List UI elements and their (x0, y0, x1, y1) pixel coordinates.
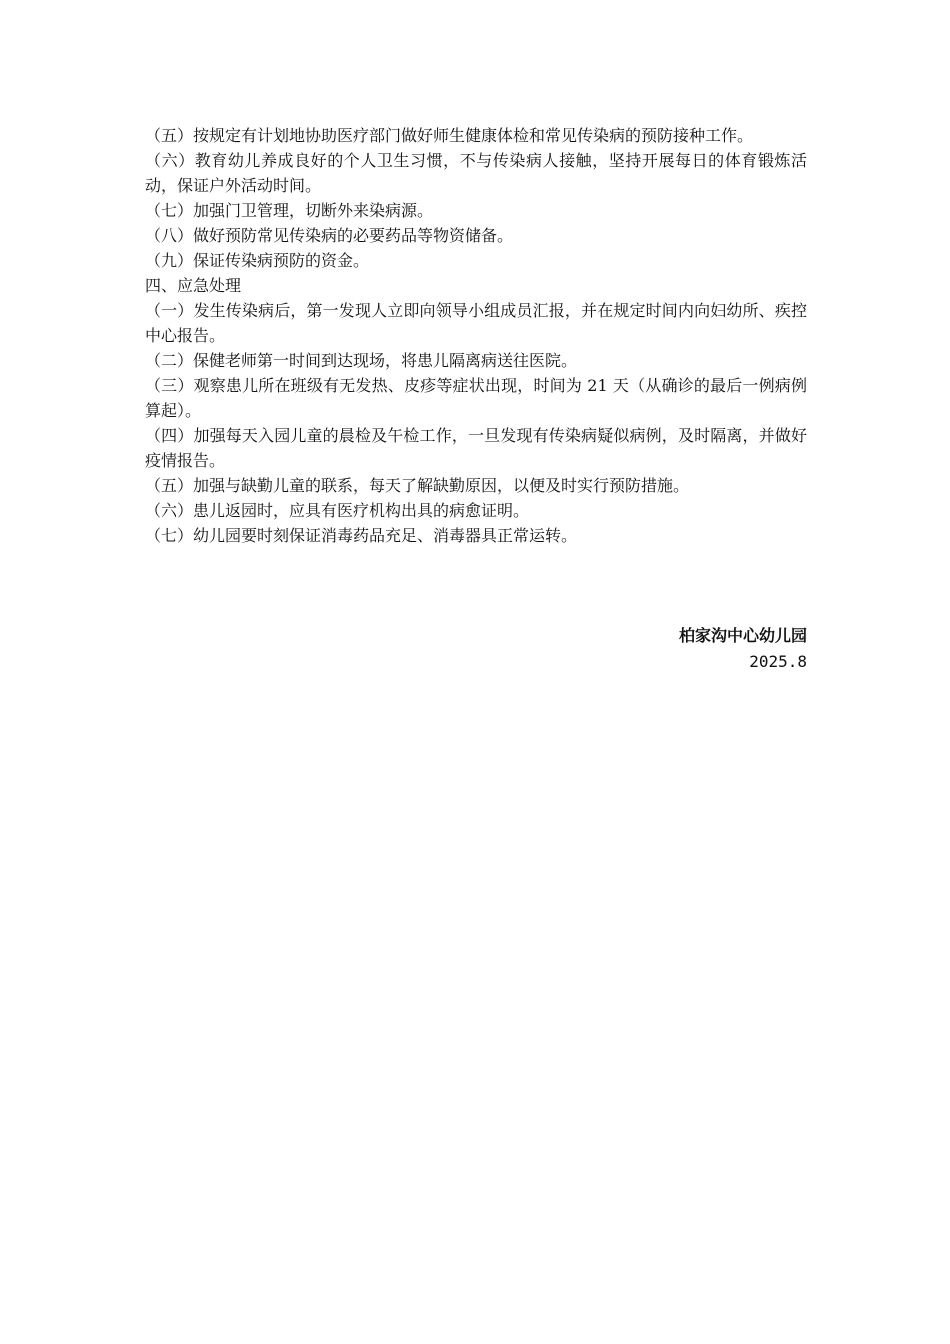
paragraph-emergency-3-observation: （三）观察患儿所在班级有无发热、皮疹等症状出现，时间为 21 天（从确诊的最后一例病例算起）。 (145, 376, 807, 420)
paragraph-emergency-5-absence-contact: （五）加强与缺勤儿童的联系，每天了解缺勤原因，以便及时实行预防措施。 (145, 476, 690, 495)
paragraph-item-7-gate-management: （七）加强门卫管理，切断外来染病源。 (145, 201, 434, 220)
section-heading-emergency: 四、应急处理 (145, 276, 242, 295)
signature-block (679, 623, 807, 675)
paragraph-item-8-medicine-reserve: （八）做好预防常见传染病的必要药品等物资储备。 (145, 226, 514, 245)
paragraph-emergency-2-isolation: （二）保健老师第一时间到达现场，将患儿隔离病送往医院。 (145, 351, 578, 370)
paragraph-item-9-funding: （九）保证传染病预防的资金。 (145, 251, 370, 270)
paragraph-item-6-hygiene-education: （六）教育幼儿养成良好的个人卫生习惯，不与传染病人接触，坚持开展每日的体育锻炼活动，保证户外活动时间。 (145, 151, 807, 195)
paragraph-emergency-1-report: （一）发生传染病后，第一发现人立即向领导小组成员汇报，并在规定时间内向妇幼所、疾控中心报告。 (145, 301, 807, 345)
signature-organization: 柏家沟中心幼儿园 (678, 626, 807, 645)
signature-date: 2025.8 (749, 652, 807, 671)
document-body (145, 123, 807, 548)
paragraph-emergency-4-daily-check: （四）加强每天入园儿童的晨检及午检工作，一旦发现有传染病疑似病例，及时隔离，并做好疫情报告。 (145, 426, 807, 470)
paragraph-emergency-6-return-certificate: （六）患儿返园时，应具有医疗机构出具的病愈证明。 (145, 501, 530, 520)
paragraph-item-5-health-check: （五）按规定有计划地协助医疗部门做好师生健康体检和常见传染病的预防接种工作。 (145, 126, 754, 145)
paragraph-emergency-7-disinfection: （七）幼儿园要时刻保证消毒药品充足、消毒器具正常运转。 (145, 526, 578, 545)
